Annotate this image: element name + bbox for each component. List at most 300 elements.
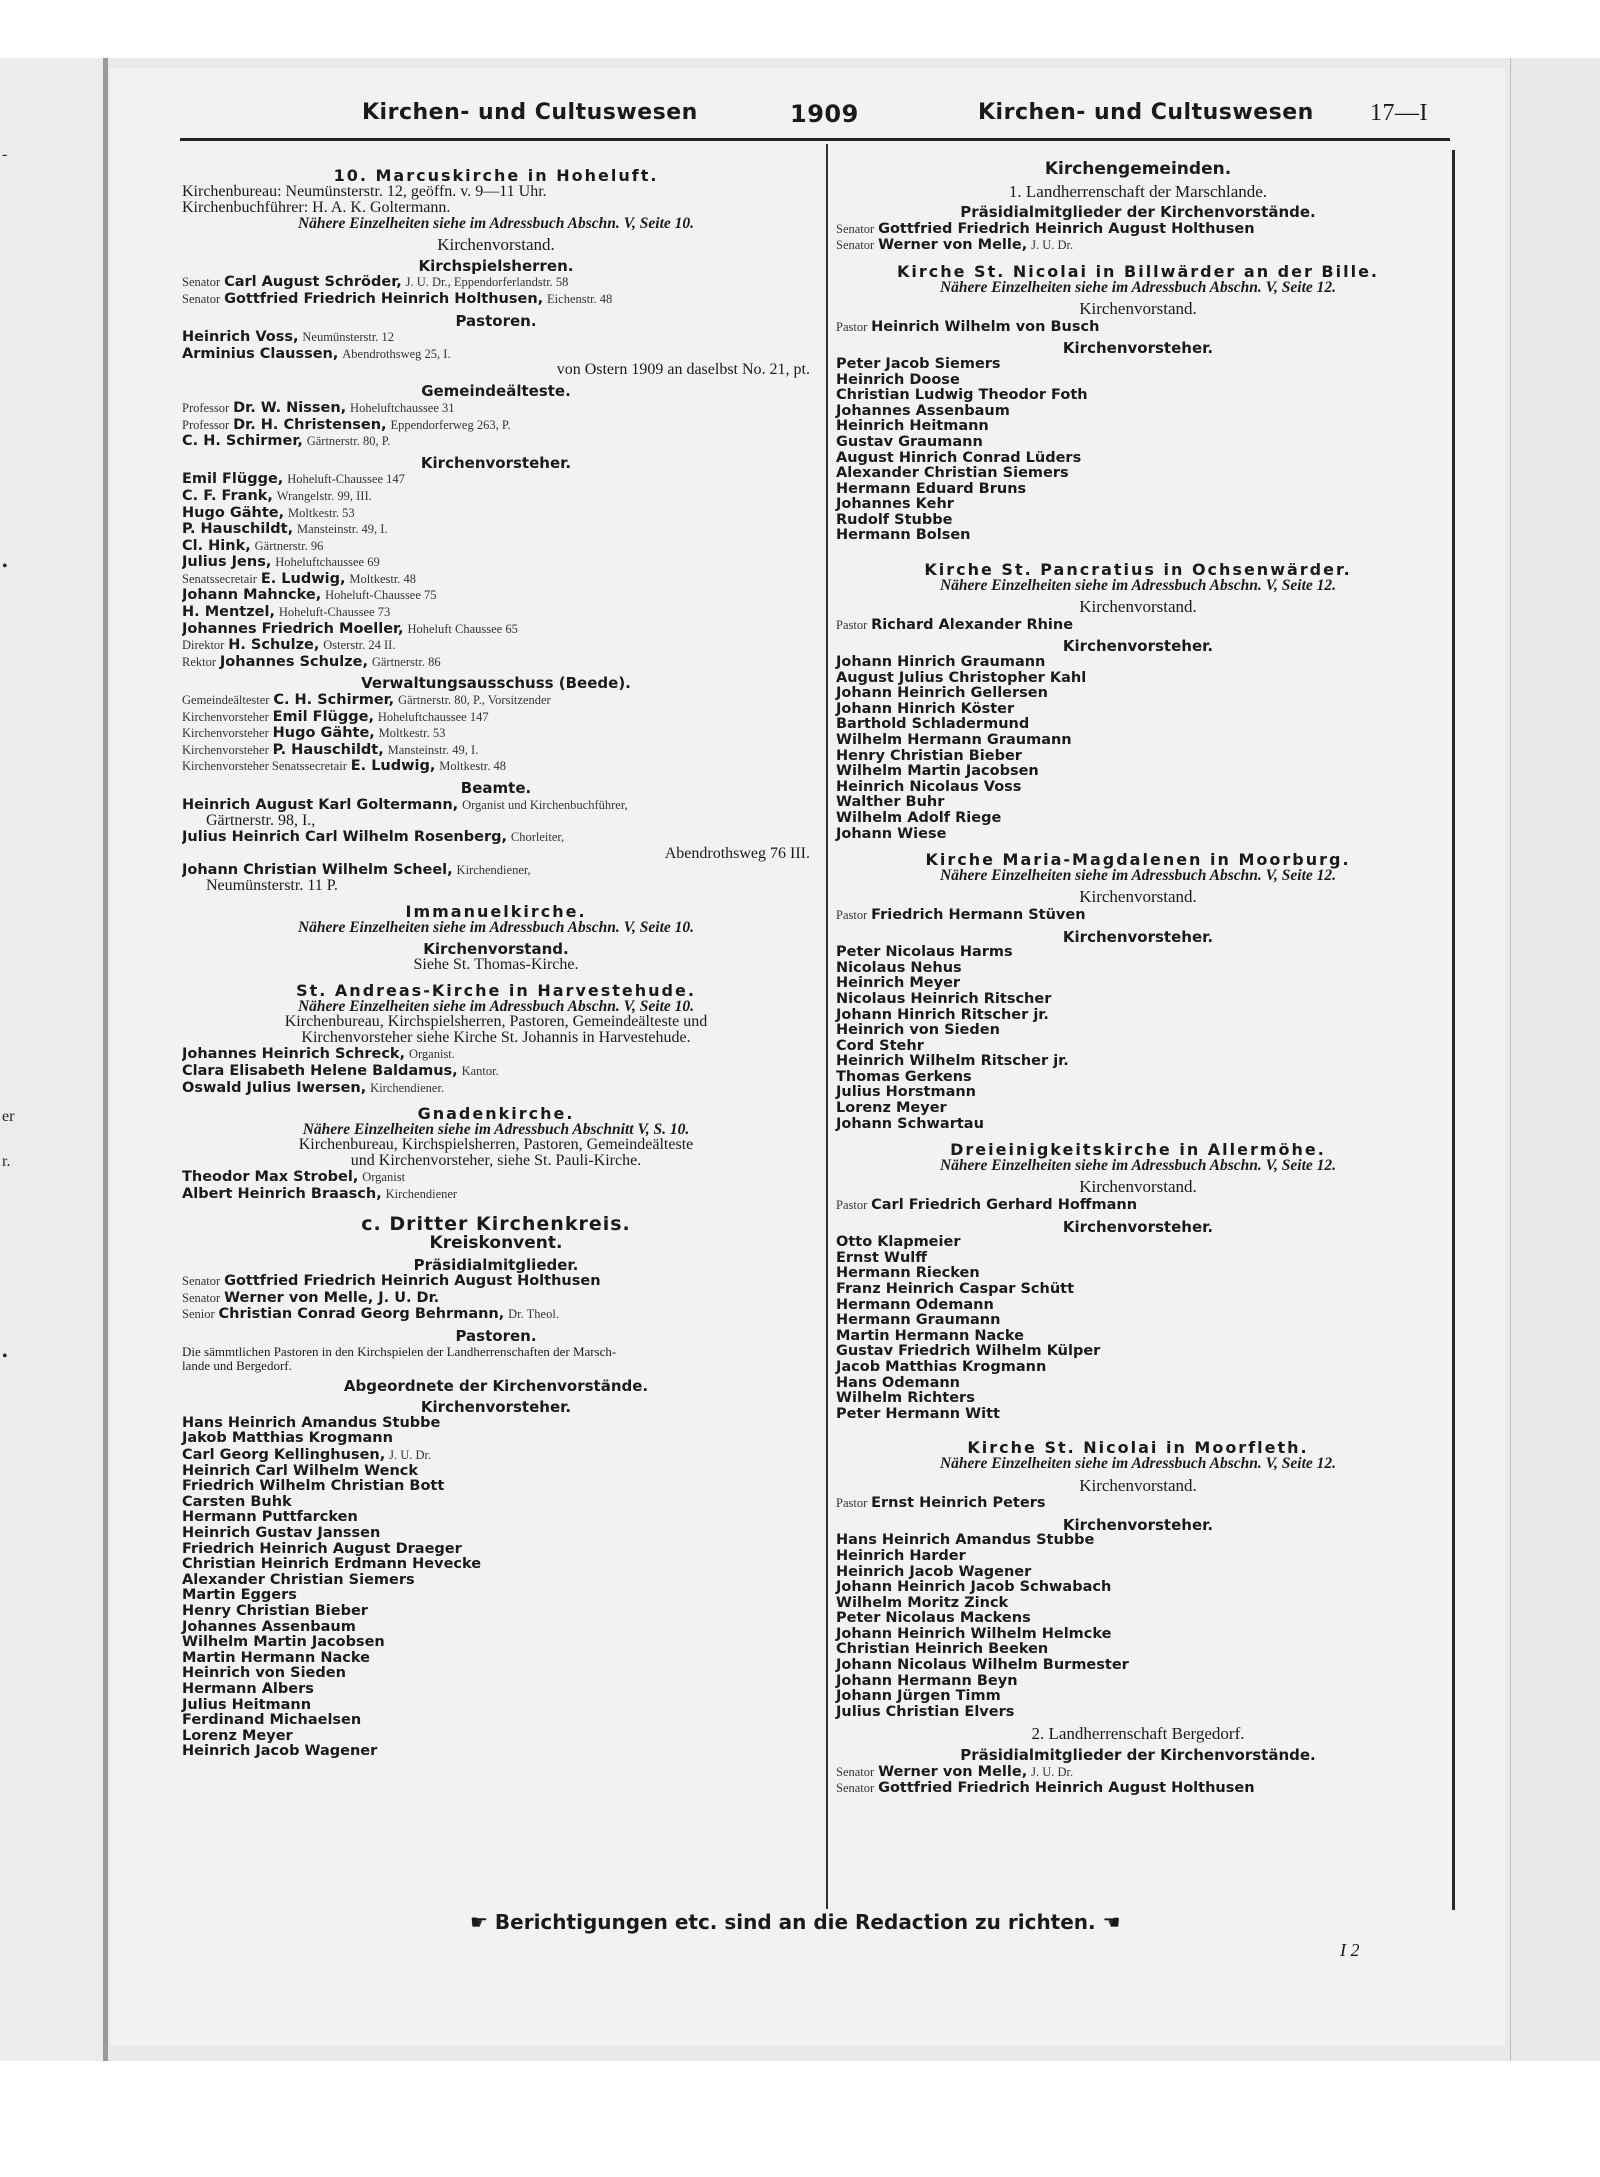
- title: Senator: [836, 221, 875, 236]
- person-name: Emil Flügge,: [272, 708, 374, 725]
- entry-row: [182, 587, 810, 604]
- person-name: Friedrich Hermann Stüven: [871, 906, 1086, 923]
- section-heading: Gnadenkirche.: [417, 1104, 575, 1124]
- address: Mansteinstr. 49, I.: [387, 742, 479, 757]
- person-name: Hermann Albers: [182, 1680, 314, 1697]
- person-name: Wilhelm Hermann Graumann: [836, 732, 1072, 748]
- text-line: Gärtnerstr. 98, I.,: [206, 812, 316, 830]
- edge-mark: er: [2, 1108, 15, 1125]
- address: Kantor.: [461, 1063, 499, 1078]
- address: Kirchendiener,: [456, 862, 531, 877]
- address: Kirchendiener.: [370, 1080, 445, 1095]
- person-name: Werner von Melle,: [878, 237, 1028, 254]
- person-name: Franz Heinrich Caspar Schütt: [836, 1281, 1075, 1297]
- subsection-heading: Kirchenvorsteher.: [1062, 637, 1214, 656]
- address: Hoheluft-Chaussee 75: [325, 588, 437, 603]
- title: Senator: [182, 275, 221, 290]
- person-name: Heinrich Voss,: [182, 329, 299, 346]
- person-name: Alexander Christian Siemers: [836, 465, 1069, 482]
- person-name: Johann Mahncke,: [182, 587, 322, 604]
- address: Organist: [362, 1170, 406, 1185]
- text-line: Kirchenbureau, Kirchspielsherren, Pastoren, Gemeindeälteste und: [284, 1013, 708, 1031]
- person-name: C. F. Frank,: [182, 487, 273, 504]
- person-name: Hermann Eduard Bruns: [836, 480, 1027, 497]
- entry-row: [182, 1447, 810, 1464]
- person-name: E. Ludwig,: [350, 758, 436, 775]
- title: Senator: [836, 238, 875, 253]
- entry-row: [182, 797, 810, 814]
- reference-note: Nähere Einzelheiten siehe im Adressbuch Abschn. V, Seite 12.: [939, 278, 1336, 296]
- person-name: Heinrich August Karl Goltermann,: [182, 796, 459, 813]
- subsection-heading: Kirchenvorsteher.: [420, 1398, 572, 1417]
- address: Moltkestr. 48: [439, 759, 506, 774]
- subsection-heading: Präsidialmitglieder.: [413, 1255, 579, 1274]
- edge-mark: r.: [2, 1153, 11, 1170]
- person-name: Johann Nicolaus Wilhelm Burmester: [836, 1657, 1129, 1674]
- column-divider: [826, 144, 828, 1909]
- person-name: Lorenz Meyer: [836, 1100, 947, 1117]
- person-name: Nicolaus Nehus: [836, 959, 962, 976]
- person-name: Rudolf Stubbe: [836, 511, 953, 528]
- person-name: Johann Heinrich Gellersen: [836, 685, 1048, 702]
- entry-row: [182, 621, 810, 638]
- entry-row: [182, 433, 810, 450]
- text-line: von Ostern 1909 an daselbst No. 21, pt.: [556, 361, 810, 379]
- entry-row: [182, 291, 810, 308]
- entry-row: [182, 725, 810, 742]
- entry-row: [182, 471, 810, 488]
- person-name: Julius Heitmann: [182, 1696, 312, 1713]
- person-name: Johannes Assenbaum: [836, 402, 1010, 419]
- subsection-heading: Beamte.: [460, 779, 532, 797]
- right-border-rule: [1452, 150, 1455, 1910]
- subsection-heading: Kirchenvorsteher.: [1062, 339, 1214, 358]
- address: Moltkestr. 53: [378, 726, 446, 741]
- subsection-heading: Kirchengemeinden.: [1044, 159, 1232, 179]
- footer-text: Berichtigungen etc. sind an die Redaction zu richten.: [494, 1910, 1096, 1934]
- text-line: Siehe St. Thomas-Kirche.: [413, 956, 579, 974]
- entry-row: [182, 329, 810, 346]
- address: Hoheluftchaussee 31: [350, 400, 455, 415]
- person-name: Gottfried Friedrich Heinrich August Holthusen: [224, 1273, 601, 1290]
- person-name: Hugo Gähte,: [182, 504, 285, 521]
- person-name: Heinrich Meyer: [836, 975, 961, 992]
- entry-row: [182, 1063, 810, 1080]
- entry-row: [182, 758, 810, 775]
- title: Pastor: [836, 319, 868, 334]
- person-name: Jacob Matthias Krogmann: [836, 1358, 1047, 1375]
- person-name: P. Hauschildt,: [182, 521, 294, 538]
- person-name: Walther Buhr: [836, 794, 945, 811]
- person-name: Christian Heinrich Erdmann Hevecke: [182, 1556, 482, 1573]
- entry-row: [182, 417, 810, 434]
- address: Hoheluftchaussee 69: [275, 555, 380, 570]
- person-name: Hans Heinrich Amandus Stubbe: [182, 1414, 441, 1431]
- person-name: Johannes Friedrich Moeller,: [182, 620, 404, 637]
- person-name: Hugo Gähte,: [272, 725, 375, 742]
- subsection-heading: Kirchenvorsteher.: [1062, 927, 1214, 946]
- entry-row: [182, 709, 810, 726]
- text-line: Kirchenvorsteher siehe Kirche St. Johannis in Harvestehude.: [301, 1029, 691, 1047]
- title: Professor: [182, 417, 230, 432]
- address: Gärtnerstr. 96: [254, 538, 324, 553]
- entry-row: [836, 1764, 1440, 1781]
- reference-note: Nähere Einzelheiten siehe im Adressbuch Abschn. V, Seite 12.: [939, 576, 1336, 594]
- pointing-hand-icon: ☚: [1102, 1910, 1121, 1934]
- address: J. U. Dr., Eppendorferlandstr. 58: [405, 275, 569, 290]
- note-text: lande und Bergedorf.: [182, 1357, 292, 1373]
- title: Pastor: [836, 1198, 868, 1213]
- person-name: Friedrich Heinrich August Draeger: [182, 1540, 462, 1557]
- address: Mansteinstr. 49, I.: [296, 522, 388, 537]
- person-name: Peter Hermann Witt: [836, 1405, 1000, 1422]
- person-name: Johann Hinrich Graumann: [836, 654, 1046, 671]
- person-name: Johannes Schulze,: [219, 653, 368, 670]
- person-name: Heinrich Doose: [836, 371, 960, 388]
- person-name: Hermann Bolsen: [836, 527, 971, 544]
- section-heading: Kirche St. Pancratius in Ochsenwärder.: [924, 560, 1352, 580]
- person-name: Clara Elisabeth Helene Baldamus,: [182, 1062, 458, 1079]
- person-name: Werner von Melle, J. U. Dr.: [224, 1289, 440, 1306]
- entry-row: [836, 221, 1440, 238]
- subsection-heading: Kreiskonvent.: [429, 1233, 563, 1254]
- reference-note: Nähere Einzelheiten siehe im Adressbuch Abschn. V, Seite 10.: [297, 918, 694, 936]
- subsection-heading: Pastoren.: [455, 311, 537, 330]
- text-line: Kirchenbureau: Neumünsterstr. 12, geöffn. v. 9—11 Uhr.: [182, 182, 547, 200]
- person-name: E. Ludwig,: [260, 570, 346, 587]
- person-name: Johann Hinrich Ritscher jr.: [836, 1006, 1049, 1023]
- person-name: Martin Hermann Nacke: [836, 1327, 1024, 1344]
- person-name: Barthold Schladermund: [836, 716, 1030, 733]
- entry-row: [182, 604, 810, 621]
- entry-row: [182, 1273, 810, 1290]
- text-line: Kirchenbureau, Kirchspielsherren, Pastoren, Gemeindeälteste: [298, 1136, 694, 1154]
- person-name: Otto Klapmeier: [836, 1234, 961, 1251]
- person-name: Peter Jacob Siemers: [836, 355, 1001, 372]
- edge-mark: -: [2, 146, 8, 163]
- header-rule: [180, 138, 1450, 141]
- person-name: Cl. Hink,: [182, 537, 251, 554]
- person-name: Heinrich Harder: [836, 1547, 966, 1564]
- address: Gärtnerstr. 86: [371, 654, 441, 669]
- person-name: Johannes Kehr: [836, 496, 954, 513]
- person-name: Hermann Puttfarcken: [182, 1509, 358, 1526]
- person-name: Julius Horstmann: [836, 1084, 977, 1101]
- section-heading: Immanuelkirche.: [405, 902, 587, 922]
- person-name: Heinrich Nicolaus Voss: [836, 778, 1022, 795]
- person-name: Heinrich Jacob Wagener: [182, 1743, 378, 1760]
- person-name: Dr. H. Christensen,: [233, 416, 387, 433]
- entry-row: [182, 488, 810, 505]
- entry-row: [182, 637, 810, 654]
- entry-row: [836, 907, 1440, 924]
- person-name: Ernst Wulff: [836, 1249, 928, 1266]
- entry-row: [836, 319, 1440, 336]
- subsection-heading: Kirchspielsherren.: [418, 256, 574, 275]
- person-name: Emil Flügge,: [182, 471, 284, 488]
- address: J. U. Dr.: [1031, 238, 1074, 253]
- person-name: Wilhelm Adolf Riege: [836, 809, 1002, 826]
- title: Senator: [836, 1781, 875, 1796]
- spacer: [836, 544, 1440, 552]
- signature-mark: I 2: [1340, 1940, 1360, 1960]
- address: Gärtnerstr. 80, P., Vorsitzender: [398, 693, 551, 708]
- section-heading: 10. Marcuskirche in Hoheluft.: [333, 166, 659, 185]
- person-name: Johannes Assenbaum: [182, 1618, 356, 1635]
- person-name: Gottfried Friedrich Heinrich August Holthusen: [878, 1780, 1255, 1797]
- address: Eichenstr. 48: [547, 291, 613, 306]
- reference-note: Nähere Einzelheiten siehe im Adressbuch Abschnitt V, S. 10.: [302, 1120, 690, 1138]
- person-name: Johann Heinrich Jacob Schwabach: [836, 1579, 1112, 1596]
- footer-notice: [470, 1910, 1121, 1934]
- address: J. U. Dr.: [1031, 1764, 1074, 1779]
- address: Hoheluft-Chaussee 73: [278, 605, 391, 620]
- person-name: P. Hauschildt,: [272, 741, 384, 758]
- person-name: Wilhelm Richters: [836, 1390, 975, 1407]
- entry-row: [836, 617, 1440, 634]
- board-heading: 2. Landherrenschaft Bergedorf.: [1031, 1724, 1245, 1744]
- person-name: Heinrich Carl Wilhelm Wenck: [182, 1462, 419, 1479]
- entry-row: [182, 692, 810, 709]
- section-heading: Kirche Maria-Magdalenen in Moorburg.: [925, 850, 1351, 870]
- person-name: Henry Christian Bieber: [836, 747, 1022, 764]
- note-text: Die sämmtlichen Pastoren in den Kirchspielen der Landherrenschaften der Marsch-: [182, 1343, 617, 1359]
- person-name: Hans Heinrich Amandus Stubbe: [836, 1532, 1095, 1549]
- address: Eppendorferweg 263, P.: [390, 417, 511, 432]
- person-name: Julius Heinrich Carl Wilhelm Rosenberg,: [182, 829, 507, 846]
- person-name: Gustav Graumann: [836, 433, 983, 450]
- adjacent-page-edge: [0, 58, 104, 2061]
- person-name: Ernst Heinrich Peters: [871, 1495, 1046, 1512]
- person-name: H. Schulze,: [228, 637, 320, 654]
- person-name: Martin Eggers: [182, 1587, 297, 1604]
- title: Rektor: [182, 654, 217, 669]
- address: Osterstr. 24 II.: [323, 638, 396, 653]
- title: Senatssecretair: [182, 571, 257, 586]
- person-name: Alexander Christian Siemers: [182, 1571, 415, 1588]
- address: Chorleiter,: [510, 830, 565, 845]
- text-line: Kirchenbuchführer: H. A. K. Goltermann.: [182, 198, 451, 216]
- person-name: Carl Friedrich Gerhard Hoffmann: [871, 1197, 1138, 1214]
- subsection-heading: Kirchenvorsteher.: [1062, 1217, 1214, 1236]
- person-name: Dr. W. Nissen,: [233, 399, 347, 416]
- address: Hoheluftchaussee 147: [377, 709, 489, 724]
- address: Moltkestr. 53: [288, 505, 355, 520]
- reference-note: Nähere Einzelheiten siehe im Adressbuch Abschn. V, Seite 12.: [939, 1156, 1336, 1174]
- person-name: Johann Heinrich Wilhelm Helmcke: [836, 1625, 1112, 1642]
- board-heading: Kirchenvorstand.: [1079, 1177, 1197, 1197]
- person-name: Gottfried Friedrich Heinrich Holthusen,: [224, 290, 544, 307]
- title: Direktor: [182, 638, 225, 653]
- person-name: Johann Schwartau: [836, 1115, 984, 1132]
- header-year: 1909: [790, 100, 859, 128]
- title: Kirchenvorsteher: [182, 709, 269, 724]
- person-name: Arminius Claussen,: [182, 345, 339, 362]
- spacer: [836, 1422, 1440, 1430]
- title: Pastor: [836, 907, 868, 922]
- section-heading: Dreieinigkeitskirche in Allermöhe.: [950, 1140, 1326, 1160]
- person-name: Johann Wiese: [836, 825, 947, 842]
- person-name: August Julius Christopher Kahl: [836, 669, 1087, 686]
- address: Abendrothsweg 25, I.: [342, 346, 451, 361]
- subsection-heading: Kirchenvorstand.: [423, 939, 569, 958]
- subsection-heading: Kirchenvorsteher.: [420, 453, 572, 472]
- person-name: C. H. Schirmer,: [182, 433, 303, 450]
- entry-row: [182, 742, 810, 759]
- title: Pastor: [836, 1496, 868, 1511]
- entry-row: [836, 1780, 1440, 1797]
- entry-row: [182, 862, 810, 879]
- section-heading: Kirche St. Nicolai in Moorfleth.: [967, 1438, 1309, 1458]
- edge-mark: •: [2, 1348, 8, 1365]
- person-name: Richard Alexander Rhine: [871, 616, 1074, 633]
- address: Wrangelstr. 99, III.: [276, 488, 372, 503]
- district-heading: c. Dritter Kirchenkreis.: [361, 1212, 631, 1235]
- board-heading: 1. Landherrenschaft der Marschlande.: [1008, 181, 1268, 201]
- subsection-heading: Verwaltungsausschuss (Beede).: [361, 674, 631, 693]
- person-name: Oswald Julius Iwersen,: [182, 1079, 367, 1096]
- entry-row: [182, 1186, 810, 1203]
- title: Senator: [182, 291, 221, 306]
- entry-row: [836, 1495, 1440, 1512]
- person-name: Wilhelm Martin Jacobsen: [182, 1634, 385, 1651]
- address: Neumünsterstr. 12: [302, 330, 395, 345]
- person-name: Heinrich Gustav Janssen: [182, 1525, 381, 1541]
- pointing-hand-icon: ☛: [470, 1910, 488, 1934]
- person-name: Johannes Heinrich Schreck,: [182, 1046, 406, 1063]
- person-name: Julius Jens,: [182, 554, 272, 571]
- person-name: C. H. Schirmer,: [273, 692, 395, 709]
- entry-row: [182, 1046, 810, 1063]
- title: Gemeindeältester: [182, 693, 270, 708]
- person-name: Heinrich Heitmann: [836, 418, 989, 435]
- title: Kirchenvorsteher Senatssecretair: [182, 759, 347, 774]
- board-heading: Kirchenvorstand.: [1079, 299, 1197, 319]
- entry-row: [836, 237, 1440, 254]
- entry-row: [182, 400, 810, 417]
- person-name: Lorenz Meyer: [182, 1727, 293, 1744]
- entry-row: [182, 1080, 810, 1097]
- entry-row: [182, 1306, 810, 1323]
- entry-row: [182, 346, 810, 363]
- title: Pastor: [836, 617, 868, 632]
- reference-note: Nähere Einzelheiten siehe im Adressbuch Abschn. V, Seite 12.: [939, 866, 1336, 884]
- person-name: Theodor Max Strobel,: [182, 1169, 359, 1186]
- person-name: Martin Hermann Nacke: [182, 1649, 370, 1666]
- title: Senator: [836, 1764, 875, 1779]
- board-heading: Kirchenvorstand.: [1079, 597, 1197, 617]
- page-number: 17—I: [1370, 100, 1428, 126]
- person-name: Heinrich Jacob Wagener: [836, 1563, 1032, 1580]
- text-line: Abendrothsweg 76 III.: [664, 844, 810, 862]
- entry-row: [182, 505, 810, 522]
- entry-row: [182, 274, 810, 291]
- person-name: Heinrich von Sieden: [836, 1022, 1000, 1039]
- section-heading: Kirche St. Nicolai in Billwärder an der Bille.: [896, 261, 1379, 281]
- person-name: Thomas Gerkens: [836, 1068, 972, 1085]
- person-name: Hermann Odemann: [836, 1296, 994, 1313]
- person-name: Heinrich Wilhelm von Busch: [871, 318, 1100, 335]
- subsection-heading: Präsidialmitglieder der Kirchenvorstände.: [960, 1746, 1316, 1765]
- person-name: Friedrich Wilhelm Christian Bott: [182, 1478, 445, 1495]
- board-heading: Kirchenvorstand.: [437, 235, 555, 255]
- address: Hoheluft-Chaussee 147: [287, 472, 405, 487]
- entry-row: [182, 571, 810, 588]
- reference-note: Nähere Einzelheiten siehe im Adressbuch Abschn. V, Seite 10.: [297, 214, 694, 232]
- person-name: Nicolaus Heinrich Ritscher: [836, 990, 1052, 1007]
- person-name: Jakob Matthias Krogmann: [182, 1430, 393, 1447]
- board-heading: Kirchenvorstand.: [1079, 887, 1197, 907]
- title: Kirchenvorsteher: [182, 726, 269, 741]
- subsection-heading: Kirchenvorsteher.: [1062, 1515, 1214, 1534]
- subsection-heading: Präsidialmitglieder der Kirchenvorstände.: [960, 203, 1316, 222]
- person-name: Hans Odemann: [836, 1374, 961, 1391]
- address: J. U. Dr.: [389, 1448, 432, 1463]
- text-line: und Kirchenvorsteher, siehe St. Pauli-Kirche.: [350, 1152, 642, 1170]
- person-name: Peter Nicolaus Mackens: [836, 1610, 1031, 1627]
- person-name: Carl Georg Kellinghusen,: [182, 1447, 386, 1464]
- address: Hoheluft Chaussee 65: [407, 621, 518, 636]
- person-name: Wilhelm Moritz Zinck: [836, 1594, 1009, 1611]
- person-name: Johann Christian Wilhelm Scheel,: [182, 861, 453, 878]
- entry-row: [182, 554, 810, 571]
- page-fold: [103, 58, 108, 2061]
- person-name: Ferdinand Michaelsen: [182, 1712, 362, 1729]
- person-name: H. Mentzel,: [182, 604, 275, 621]
- reference-note: Nähere Einzelheiten siehe im Adressbuch Abschn. V, Seite 10.: [297, 997, 694, 1015]
- person-name: Wilhelm Martin Jacobsen: [836, 763, 1039, 780]
- person-name: Heinrich Wilhelm Ritscher jr.: [836, 1053, 1069, 1070]
- text-line: Neumünsterstr. 11 P.: [206, 877, 338, 895]
- address: Organist.: [408, 1047, 455, 1062]
- person-name: Carsten Buhk: [182, 1493, 292, 1510]
- subsection-heading: Pastoren.: [455, 1327, 537, 1346]
- person-name: Gustav Friedrich Wilhelm Külper: [836, 1343, 1101, 1360]
- subsection-heading: Gemeindeälteste.: [421, 382, 571, 401]
- person-name: Johann Hinrich Köster: [836, 700, 1015, 717]
- section-heading: St. Andreas-Kirche in Harvestehude.: [296, 981, 696, 1001]
- title: Kirchenvorsteher: [182, 742, 269, 757]
- person-name: Albert Heinrich Braasch,: [182, 1185, 382, 1202]
- entry-row: [182, 829, 810, 846]
- person-name: Hermann Graumann: [836, 1312, 1001, 1329]
- entry-row: [182, 521, 810, 538]
- person-name: Hermann Riecken: [836, 1265, 980, 1282]
- title: Senator: [182, 1274, 221, 1289]
- person-name: Julius Christian Elvers: [836, 1703, 1015, 1720]
- edge-mark: •: [2, 558, 8, 575]
- person-name: Johann Hermann Beyn: [836, 1672, 1018, 1689]
- person-name: Gottfried Friedrich Heinrich August Holthusen: [878, 220, 1255, 237]
- address: Organist und Kirchenbuchführer,: [462, 797, 628, 812]
- person-name: Heinrich von Sieden: [182, 1665, 346, 1682]
- person-name: Johann Jürgen Timm: [836, 1688, 1001, 1705]
- person-name: Henry Christian Bieber: [182, 1602, 368, 1619]
- right-column: [836, 158, 1440, 1797]
- title: Senator: [182, 1290, 221, 1305]
- person-name: Carl August Schröder,: [224, 274, 402, 291]
- entry-row: [182, 1169, 810, 1186]
- board-heading: Kirchenvorstand.: [1079, 1475, 1197, 1495]
- header-left: Kirchen- und Cultuswesen: [362, 100, 698, 125]
- person-name: Cord Stehr: [836, 1037, 924, 1054]
- person-name: Werner von Melle,: [878, 1763, 1028, 1780]
- header-right: Kirchen- und Cultuswesen: [978, 100, 1314, 125]
- address: Gärtnerstr. 80, P.: [306, 434, 391, 449]
- reference-note: Nähere Einzelheiten siehe im Adressbuch Abschn. V, Seite 12.: [939, 1454, 1336, 1472]
- entry-row: [182, 1290, 810, 1307]
- entry-row: [182, 654, 810, 671]
